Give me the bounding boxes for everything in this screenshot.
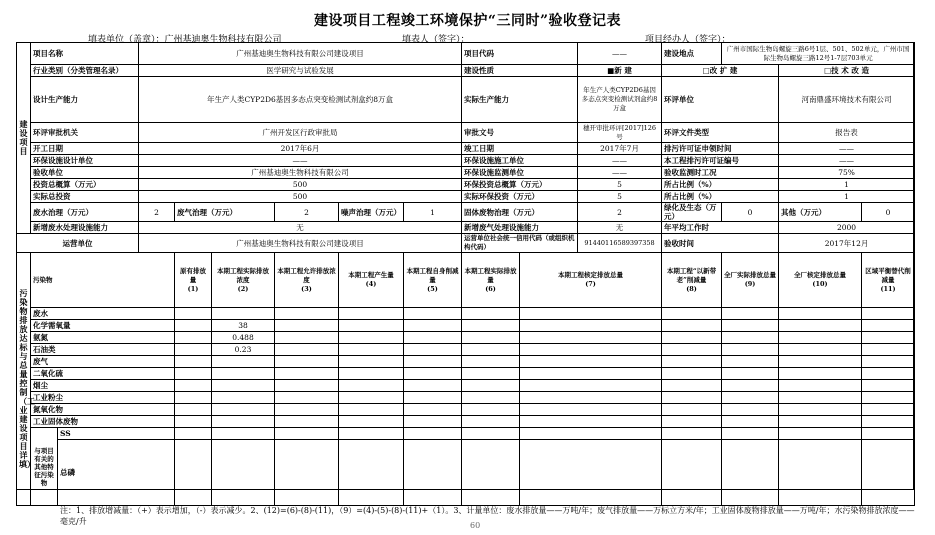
pollutant-cell bbox=[339, 440, 404, 506]
pollutant-name: 氮氧化物 bbox=[31, 404, 175, 416]
pollutant-row bbox=[17, 404, 915, 416]
pollutant-header-0 bbox=[31, 253, 175, 308]
pollutant-header-text: 本期工程自身削减量 bbox=[406, 266, 459, 284]
eia-unit-label: 环评单位 bbox=[662, 77, 779, 123]
pollutant-header-num: (11) bbox=[880, 284, 896, 293]
pollutant-cell bbox=[662, 308, 722, 320]
pollutant-header-num: (5) bbox=[427, 284, 438, 293]
pollutant-cell bbox=[275, 344, 339, 356]
pollutant-cell bbox=[175, 344, 212, 356]
pollutant-cell: 0.488 bbox=[212, 332, 275, 344]
solid-cost-value: 2 bbox=[578, 203, 662, 222]
pollutant-cell bbox=[722, 380, 779, 392]
pollutant-cell bbox=[520, 308, 662, 320]
pollutant-header-2 bbox=[212, 253, 275, 308]
work-hours-value: 2000 bbox=[779, 222, 915, 234]
pollutant-cell bbox=[662, 440, 722, 506]
pollutant-cell bbox=[275, 320, 339, 332]
pollutant-cell bbox=[404, 368, 462, 380]
pollutant-row bbox=[17, 416, 915, 428]
pollutant-cell bbox=[779, 428, 862, 440]
pollutant-cell bbox=[520, 356, 662, 368]
pollutant-header-9 bbox=[722, 253, 779, 308]
env-budget-label: 环保投资总概算（万元） bbox=[462, 179, 578, 191]
pollutant-header-text: 本期工程产生量 bbox=[348, 271, 394, 279]
pollutant-cell bbox=[862, 416, 915, 428]
pollutant-cell bbox=[212, 368, 275, 380]
pollutant-header-11 bbox=[862, 253, 915, 308]
pollutant-cell bbox=[662, 368, 722, 380]
pollutant-cell bbox=[275, 416, 339, 428]
pollutant-cell bbox=[175, 368, 212, 380]
pollutant-cell bbox=[520, 428, 662, 440]
pollutant-row bbox=[17, 332, 915, 344]
pollutant-cell bbox=[212, 428, 275, 440]
pollutant-side-label: 污染物排放达标与总量控制（工业建设项目详填） bbox=[17, 253, 31, 506]
pollutant-cell bbox=[779, 320, 862, 332]
pollutant-cell bbox=[462, 332, 520, 344]
pollutant-header-text: 本期工程核定排放总量 bbox=[558, 271, 624, 279]
other-cost-label: 其他（万元） bbox=[779, 203, 862, 222]
pollutant-header-num: (6) bbox=[485, 284, 496, 293]
pollutant-cell bbox=[862, 392, 915, 404]
pollutant-cell bbox=[779, 416, 862, 428]
pollutant-cell bbox=[662, 344, 722, 356]
budget-value: 500 bbox=[139, 179, 462, 191]
pollutant-header-num: (1) bbox=[187, 284, 199, 293]
work-hours-label: 年平均工作时 bbox=[662, 222, 779, 234]
project-code-label: 项目代码 bbox=[462, 43, 578, 65]
pollutant-cell bbox=[520, 332, 662, 344]
pollutant-cell bbox=[862, 368, 915, 380]
pollutant-header-num: (10) bbox=[812, 280, 828, 288]
pollutant-header-text: 本期工程允许排放浓度 bbox=[277, 266, 336, 284]
pollutant-cell bbox=[462, 440, 520, 506]
pollutant-cell bbox=[404, 392, 462, 404]
actual-investment-value: 500 bbox=[139, 191, 462, 203]
construction-unit-value: —— bbox=[578, 155, 662, 167]
pollutant-header-text: 全厂实际排放总量 bbox=[724, 271, 777, 279]
pollutant-cell bbox=[275, 356, 339, 368]
pollutant-cell bbox=[462, 380, 520, 392]
project-manager: 项目经办人（签字）： bbox=[645, 35, 731, 45]
pollutant-cell bbox=[339, 344, 404, 356]
pollutant-header-5 bbox=[404, 253, 462, 308]
operating-condition-value: 75% bbox=[779, 167, 915, 179]
ss-label: SS bbox=[58, 428, 175, 440]
actual-env-investment-value: 5 bbox=[578, 191, 662, 203]
gas-cost-value: 2 bbox=[275, 203, 339, 222]
noise-cost-value: 1 bbox=[404, 203, 462, 222]
pollutant-name: 工业固体废物 bbox=[31, 416, 175, 428]
industry-value: 医学研究与试验发展 bbox=[139, 65, 462, 77]
start-date-label: 开工日期 bbox=[31, 143, 139, 155]
credit-code-value: 91440116589397358 bbox=[578, 234, 662, 253]
pollutant-cell bbox=[662, 392, 722, 404]
pollutant-name: 烟尘 bbox=[31, 380, 175, 392]
project-side-label: 建设项目 bbox=[17, 43, 31, 234]
pollutant-cell bbox=[275, 440, 339, 506]
pollutant-cell bbox=[779, 440, 862, 506]
pollutant-cell bbox=[175, 332, 212, 344]
pollutant-cell bbox=[275, 308, 339, 320]
pollutant-cell bbox=[779, 392, 862, 404]
pollutant-cell bbox=[779, 332, 862, 344]
pollutant-cell bbox=[722, 332, 779, 344]
pollutant-cell bbox=[779, 344, 862, 356]
acceptance-time-label: 验收时间 bbox=[662, 234, 779, 253]
pollutant-cell bbox=[404, 380, 462, 392]
pollutant-cell bbox=[212, 404, 275, 416]
pollutant-cell bbox=[462, 308, 520, 320]
pollutant-cell bbox=[404, 428, 462, 440]
pollutant-cell bbox=[462, 320, 520, 332]
pollutant-header-num: (3) bbox=[301, 284, 312, 293]
pollutant-cell bbox=[339, 320, 404, 332]
actual-investment-label: 实际总投资 bbox=[31, 191, 139, 203]
pollutant-cell bbox=[662, 356, 722, 368]
new-water-capacity-label: 新增废水处理设施能力 bbox=[31, 222, 139, 234]
monitor-unit-label: 环保设施监测单位 bbox=[462, 167, 578, 179]
pollutant-cell bbox=[175, 440, 212, 506]
pollutant-cell bbox=[462, 428, 520, 440]
pollutant-cell bbox=[862, 404, 915, 416]
pollutant-cell bbox=[175, 356, 212, 368]
new-gas-capacity-value: 无 bbox=[578, 222, 662, 234]
special-row-tp bbox=[17, 440, 915, 506]
industry-label: 行业类别（分类管理名录） bbox=[31, 65, 139, 77]
pollutant-cell bbox=[520, 320, 662, 332]
pollutant-cell bbox=[404, 344, 462, 356]
budget-ratio-value: 1 bbox=[779, 179, 915, 191]
permit-time-label: 排污许可证申领时间 bbox=[662, 143, 779, 155]
completion-date-value: 2017年7月 bbox=[578, 143, 662, 155]
monitor-unit-value: —— bbox=[578, 167, 662, 179]
pollutant-header-text: 区域平衡替代削减量 bbox=[865, 266, 911, 284]
pollutant-cell bbox=[662, 320, 722, 332]
eia-type-label: 环评文件类型 bbox=[662, 123, 779, 143]
pollutant-cell bbox=[339, 356, 404, 368]
pollutant-cell bbox=[175, 380, 212, 392]
pollutant-name: 工业粉尘 bbox=[31, 392, 175, 404]
actual-ratio-label: 所占比例（%） bbox=[662, 191, 779, 203]
approval-authority-value: 广州开发区行政审批局 bbox=[139, 123, 462, 143]
design-capacity-label: 设计生产能力 bbox=[31, 77, 139, 123]
pollutant-cell bbox=[722, 392, 779, 404]
form-title: 建设项目工程竣工环境保护“三同时”验收登记表 bbox=[313, 13, 622, 29]
pollutant-cell bbox=[212, 308, 275, 320]
pollutant-header-num: (7) bbox=[585, 280, 596, 288]
actual-ratio-value: 1 bbox=[779, 191, 915, 203]
pollutant-cell bbox=[862, 440, 915, 506]
pollutant-cell bbox=[520, 392, 662, 404]
pollutant-cell bbox=[862, 356, 915, 368]
pollutant-cell bbox=[862, 380, 915, 392]
pollutant-cell bbox=[212, 356, 275, 368]
pollutant-cell bbox=[175, 428, 212, 440]
pollutant-header-num: (4) bbox=[365, 280, 377, 288]
nature-expand: □改 扩 建 bbox=[662, 65, 779, 77]
pollutant-cell bbox=[212, 380, 275, 392]
pollutant-cell bbox=[779, 368, 862, 380]
page-number: 60 bbox=[470, 521, 481, 530]
pollutant-header-num: (9) bbox=[744, 280, 756, 288]
pollutant-cell bbox=[275, 332, 339, 344]
pollutant-name: 化学需氧量 bbox=[31, 320, 175, 332]
pollutant-cell bbox=[722, 308, 779, 320]
special-pollutant-label: 与项目有关的其他特征污染物 bbox=[31, 428, 58, 506]
green-cost-value: 0 bbox=[722, 203, 779, 222]
pollutant-header-text: 本期工程“以新带老”削减量 bbox=[666, 266, 717, 284]
pollutant-cell bbox=[339, 380, 404, 392]
pollutant-cell bbox=[862, 308, 915, 320]
pollutant-header-text: 原有排放量 bbox=[180, 266, 206, 284]
pollutant-cell bbox=[339, 332, 404, 344]
solid-cost-label: 固体废物治理（万元） bbox=[462, 203, 578, 222]
nature-tech: □技 术 改 造 bbox=[779, 65, 915, 77]
pollutant-header-7 bbox=[520, 253, 662, 308]
pollutant-cell bbox=[520, 368, 662, 380]
pollutant-cell bbox=[722, 416, 779, 428]
actual-env-investment-label: 实际环保投资（万元） bbox=[462, 191, 578, 203]
pollutant-header-3 bbox=[275, 253, 339, 308]
budget-label: 投资总概算（万元） bbox=[31, 179, 139, 191]
pollutant-cell bbox=[212, 416, 275, 428]
pollutant-cell bbox=[175, 320, 212, 332]
filler-person: 填表人（签字）： bbox=[402, 35, 470, 45]
pollutant-cell bbox=[722, 344, 779, 356]
pollutant-cell bbox=[462, 416, 520, 428]
pollutant-cell bbox=[404, 320, 462, 332]
pollutant-cell bbox=[404, 404, 462, 416]
design-unit-value: —— bbox=[139, 155, 462, 167]
acceptance-time-value: 2017年12月 bbox=[779, 234, 915, 253]
pollutant-cell bbox=[275, 368, 339, 380]
env-budget-value: 5 bbox=[578, 179, 662, 191]
project-code-value: —— bbox=[578, 43, 662, 65]
pollutant-header-10 bbox=[779, 253, 862, 308]
pollutant-cell bbox=[339, 404, 404, 416]
pollutant-header-8 bbox=[662, 253, 722, 308]
pollutant-name: 石油类 bbox=[31, 344, 175, 356]
pollutant-name: 废气 bbox=[31, 356, 175, 368]
pollutant-row bbox=[17, 344, 915, 356]
pollutant-cell bbox=[779, 404, 862, 416]
footnote: 注：1、排放增减量：（+）表示增加，（-）表示减少。2、(12)=(6)-(8)-(11)，（9）=(4)-(5)-(8)-(11)+（1）。3、计量单位：废水排放量——万吨/年；废气排放量——万标立方米/年；工业固体废物排放量——万吨/年；水污染物排放浓度——毫克/升 bbox=[60, 506, 915, 526]
pollutant-cell: 38 bbox=[212, 320, 275, 332]
pollutant-cell bbox=[212, 440, 275, 506]
construction-unit-label: 环保设施施工单位 bbox=[462, 155, 578, 167]
actual-capacity-value: 年生产人类CYP2D6基因多态点突变检测试剂盒约8万盒 bbox=[578, 77, 662, 123]
credit-code-label: 运营单位社会统一信用代码（或组织机构代码） bbox=[462, 234, 578, 253]
pollutant-header-text: 污染物 bbox=[33, 275, 53, 284]
pollutant-cell bbox=[404, 308, 462, 320]
pollutant-cell bbox=[722, 320, 779, 332]
green-cost-label: 绿化及生态（万元） bbox=[662, 203, 722, 222]
pollutant-header-num: (8) bbox=[686, 284, 697, 293]
pollutant-cell bbox=[662, 428, 722, 440]
permit-number-value: —— bbox=[779, 155, 915, 167]
pollutant-cell bbox=[275, 380, 339, 392]
pollutant-cell bbox=[175, 392, 212, 404]
pollutant-cell bbox=[462, 404, 520, 416]
project-name-label: 项目名称 bbox=[31, 43, 139, 65]
pollutant-cell bbox=[462, 356, 520, 368]
pollutant-header-num: (2) bbox=[237, 284, 249, 293]
special-row-ss bbox=[17, 428, 915, 440]
acceptance-unit-value: 广州基迪奥生物科技有限公司 bbox=[139, 167, 462, 179]
pollutant-cell bbox=[339, 416, 404, 428]
pollutant-cell bbox=[520, 380, 662, 392]
pollutant-cell bbox=[462, 392, 520, 404]
pollutant-name: 氨氮 bbox=[31, 332, 175, 344]
approval-authority-label: 环评审批机关 bbox=[31, 123, 139, 143]
pollutant-cell bbox=[722, 368, 779, 380]
nature-new: ■新 建 bbox=[578, 65, 662, 77]
pollutant-row bbox=[17, 356, 915, 368]
new-water-capacity-value: 无 bbox=[139, 222, 462, 234]
new-gas-capacity-label: 新增废气处理设施能力 bbox=[462, 222, 578, 234]
noise-cost-label: 噪声治理（万元） bbox=[339, 203, 404, 222]
pollutant-cell bbox=[404, 332, 462, 344]
nature-label: 建设性质 bbox=[462, 65, 578, 77]
pollutant-cell bbox=[662, 416, 722, 428]
start-date-value: 2017年6月 bbox=[139, 143, 462, 155]
pollutant-cell bbox=[722, 428, 779, 440]
wastewater-cost-value: 2 bbox=[139, 203, 175, 222]
pollutant-cell bbox=[662, 404, 722, 416]
pollutant-name: 废水 bbox=[31, 308, 175, 320]
pollutant-cell bbox=[175, 416, 212, 428]
pollutant-cell bbox=[722, 440, 779, 506]
pollutant-cell bbox=[339, 392, 404, 404]
pollutant-cell bbox=[275, 392, 339, 404]
pollutant-cell bbox=[275, 428, 339, 440]
operating-condition-label: 验收监测时工况 bbox=[662, 167, 779, 179]
approval-doc-label: 审批文号 bbox=[462, 123, 578, 143]
pollutant-cell bbox=[404, 416, 462, 428]
eia-unit-value: 河南鼎盛环境技术有限公司 bbox=[779, 77, 915, 123]
pollutant-name: 二氧化硫 bbox=[31, 368, 175, 380]
pollutant-cell bbox=[662, 380, 722, 392]
filler-unit: 填表单位（盖章）：广州基迪奥生物科技有限公司 bbox=[88, 35, 282, 45]
pollutant-cell bbox=[339, 368, 404, 380]
pollutant-header-1 bbox=[175, 253, 212, 308]
pollutant-cell bbox=[520, 344, 662, 356]
approval-doc-value: 穗开审批环评[2017]126号 bbox=[578, 123, 662, 143]
pollutant-cell bbox=[462, 368, 520, 380]
pollutant-cell bbox=[520, 416, 662, 428]
pollutant-cell bbox=[339, 428, 404, 440]
pollutant-cell bbox=[275, 404, 339, 416]
pollutant-cell bbox=[722, 404, 779, 416]
budget-ratio-label: 所占比例（%） bbox=[662, 179, 779, 191]
total-phosphorus-label: 总磷 bbox=[58, 440, 175, 506]
pollutant-cell bbox=[404, 356, 462, 368]
location-label: 建设地点 bbox=[662, 43, 722, 65]
project-name-value: 广州基迪奥生物科技有限公司建设项目 bbox=[139, 43, 462, 65]
gas-cost-label: 废气治理（万元） bbox=[175, 203, 275, 222]
operator-label: 运营单位 bbox=[17, 234, 139, 253]
pollutant-cell bbox=[339, 308, 404, 320]
operator-value: 广州基迪奥生物科技有限公司建设项目 bbox=[139, 234, 462, 253]
other-cost-value: 0 bbox=[862, 203, 915, 222]
pollutant-cell bbox=[175, 308, 212, 320]
pollutant-cell bbox=[404, 440, 462, 506]
pollutant-cell bbox=[779, 308, 862, 320]
pollutant-cell bbox=[862, 428, 915, 440]
pollutant-cell bbox=[862, 344, 915, 356]
pollutant-header-6 bbox=[462, 253, 520, 308]
pollutant-row bbox=[17, 368, 915, 380]
pollutant-row bbox=[17, 308, 915, 320]
pollutant-cell bbox=[212, 392, 275, 404]
pollutant-header-text: 本期工程实际排放浓度 bbox=[217, 266, 269, 284]
completion-date-label: 竣工日期 bbox=[462, 143, 578, 155]
pollutant-cell bbox=[662, 332, 722, 344]
pollutant-row bbox=[17, 380, 915, 392]
pollutant-row bbox=[17, 320, 915, 332]
pollutant-header-text: 全厂核定排放总量 bbox=[794, 271, 847, 279]
pollutant-cell bbox=[520, 404, 662, 416]
pollutant-cell bbox=[862, 320, 915, 332]
pollutant-cell: 0.23 bbox=[212, 344, 275, 356]
pollutant-cell bbox=[175, 404, 212, 416]
pollutant-cell bbox=[862, 332, 915, 344]
pollutant-cell bbox=[779, 356, 862, 368]
location-value: 广州市国际生物岛螺旋三路6号1层、501、502单元，广州市国际生物岛螺旋三路12号1-7层703单元 bbox=[722, 43, 915, 65]
pollutant-header-4 bbox=[339, 253, 404, 308]
pollutant-row bbox=[17, 392, 915, 404]
permit-time-value: —— bbox=[779, 143, 915, 155]
design-unit-label: 环保设施设计单位 bbox=[31, 155, 139, 167]
pollutant-cell bbox=[779, 380, 862, 392]
permit-number-label: 本工程排污许可证编号 bbox=[662, 155, 779, 167]
pollutant-header-text: 本期工程实际排放量 bbox=[464, 266, 517, 284]
pollutant-cell bbox=[462, 344, 520, 356]
pollutant-cell bbox=[520, 440, 662, 506]
wastewater-cost-label: 废水治理（万元） bbox=[31, 203, 139, 222]
pollutant-cell bbox=[722, 356, 779, 368]
acceptance-unit-label: 验收单位 bbox=[31, 167, 139, 179]
eia-type-value: 报告表 bbox=[779, 123, 915, 143]
acceptance-table bbox=[16, 42, 915, 506]
design-capacity-value: 年生产人类CYP2D6基因多态点突变检测试剂盒约8万盒 bbox=[139, 77, 462, 123]
actual-capacity-label: 实际生产能力 bbox=[462, 77, 578, 123]
